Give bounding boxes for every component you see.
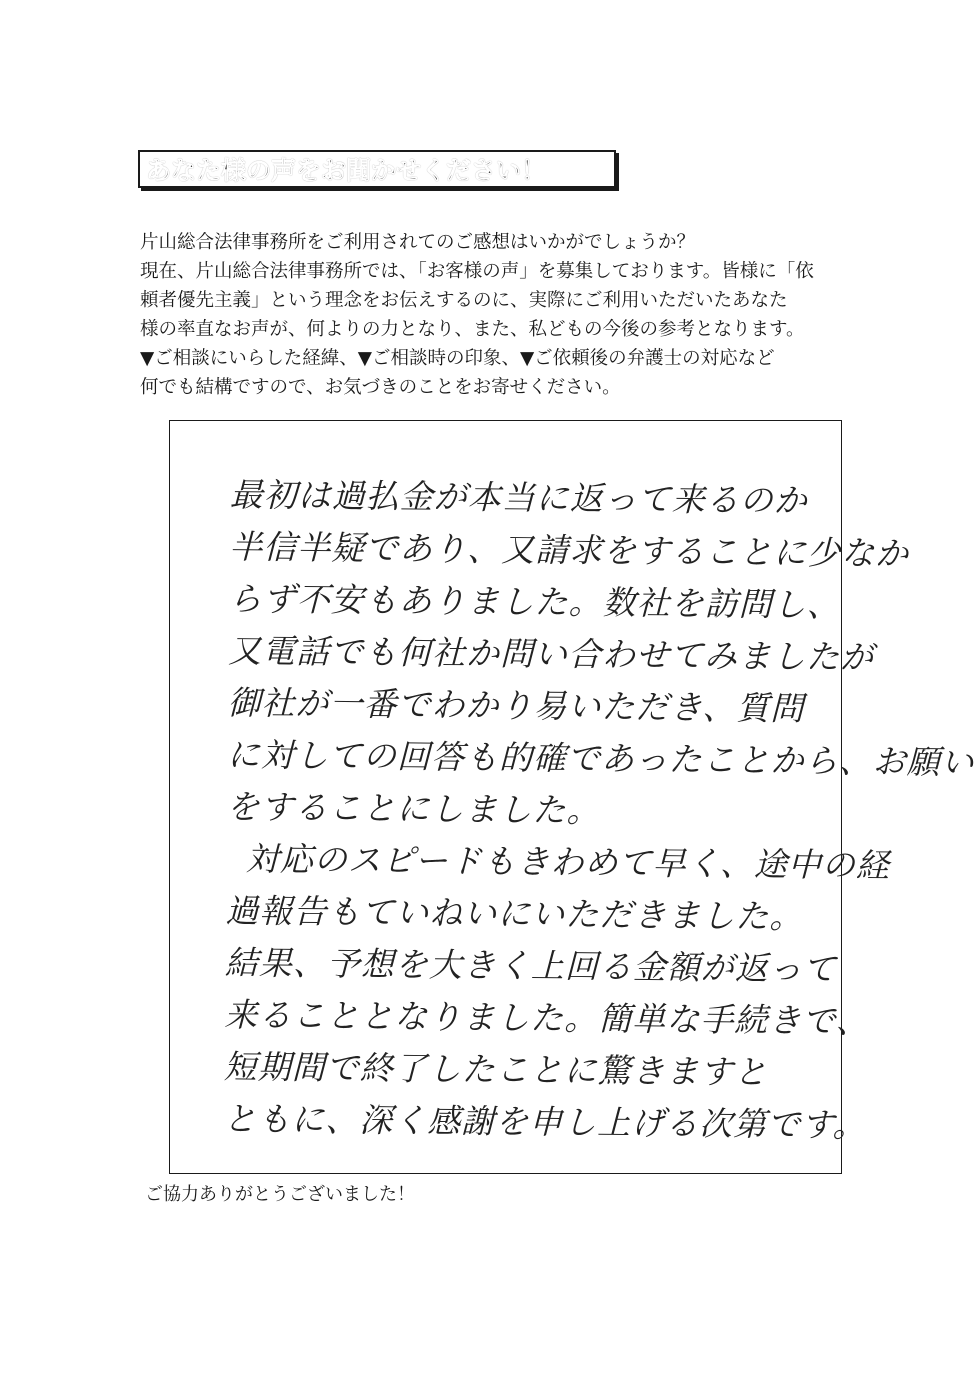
handwritten-line: 来ることとなりました。簡単な手続きで、 bbox=[224, 994, 870, 1041]
handwritten-line: 対応のスピードもきわめて早く、途中の経 bbox=[245, 839, 891, 885]
intro-line: ▼ご相談にいらした経緯、▼ご相談時の印象、▼ご依頼後の弁護士の対応など bbox=[140, 348, 775, 369]
intro-line: 片山総合法律事務所をご利用されてのご感想はいかがでしょうか？ bbox=[140, 232, 696, 253]
handwritten-line: 半信半疑であり、又請求をすることに少なか bbox=[228, 526, 910, 574]
handwritten-line: らず不安もありました。数社を訪問し、 bbox=[228, 578, 841, 625]
handwritten-line: 短期間で終了したことに驚きますと bbox=[223, 1046, 768, 1092]
handwritten-line: に対しての回答も的確であったことから、お願い bbox=[226, 734, 975, 782]
handwritten-line: 又電話でも何社か問い合わせてみましたが bbox=[227, 630, 875, 677]
handwritten-comment-box bbox=[169, 420, 975, 1174]
handwritten-line: ともに、深く感謝を申し上げる次第です。 bbox=[222, 1098, 867, 1145]
intro-line: 頼者優先主義」という理念をお伝えするのに、実際にご利用いただいたあなた bbox=[140, 290, 788, 311]
thanks-message: ご協力ありがとうございました！ bbox=[145, 1184, 415, 1205]
handwritten-line: 最初は過払金が本当に返って来るのか bbox=[229, 474, 808, 521]
handwritten-line: をすることにしました。 bbox=[226, 786, 601, 830]
intro-line: 何でも結構ですので、お気づきのことをお寄せください。 bbox=[140, 377, 621, 398]
handwritten-line: 御社が一番でわかり易いただき、質問 bbox=[227, 682, 805, 729]
page-title: あなた様の声をお聞かせください！ bbox=[146, 156, 547, 185]
intro-text bbox=[140, 228, 860, 402]
title-box bbox=[138, 150, 616, 188]
intro-line: 現在、片山総合法律事務所では、「お客様の声」を募集しております。皆様に「依 bbox=[140, 261, 814, 282]
handwritten-comment bbox=[222, 469, 975, 1151]
intro-line: 様の率直なお声が、何よりの力となり、また、私どもの今後の参考となります。 bbox=[140, 319, 805, 340]
handwritten-line: 過報告もていねいにいただきました。 bbox=[225, 890, 804, 937]
handwritten-line: 結果、予想を大きく上回る金額が返って bbox=[224, 942, 838, 989]
